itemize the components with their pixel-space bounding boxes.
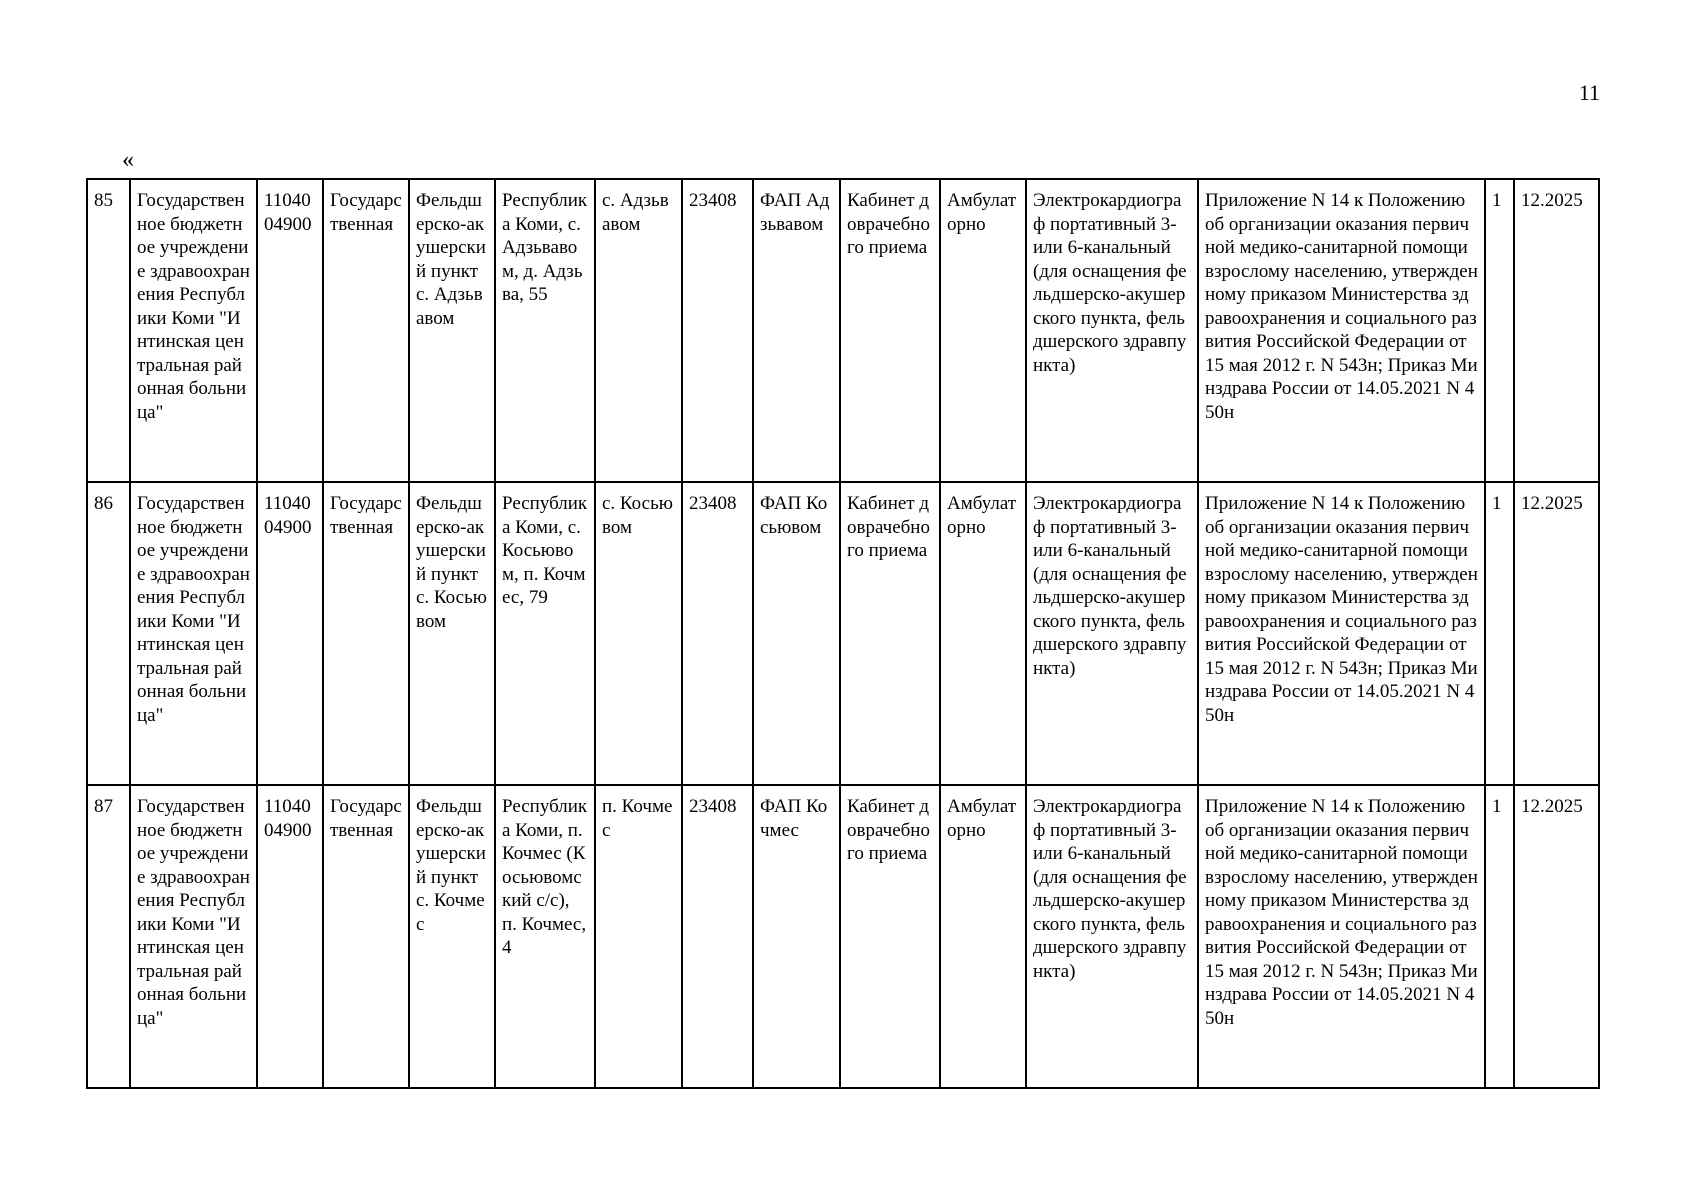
code-cell: 1104004900 [257,482,323,785]
address-cell: Республика Коми, с. Косьювом, п. Кочмес, 79 [495,482,595,785]
opening-quote-mark: « [122,147,134,173]
cabinet-cell: Кабинет доврачебного приема [840,482,940,785]
ownership-cell: Государственная [323,785,409,1088]
address-cell: Республика Коми, с. Адзьвавом, д. Адзьва, 55 [495,179,595,482]
quantity-cell: 1 [1485,785,1514,1088]
ownership-cell: Государственная [323,482,409,785]
facility-cell: Фельдшерско-акушерский пункт с. Адзьвавом [409,179,495,482]
date-cell: 12.2025 [1514,785,1599,1088]
care-type-cell: Амбулаторно [940,179,1026,482]
basis-cell: Приложение N 14 к Положению об организации оказания первичной медико-санитарной помощи взрослому населению, утвержденному приказом Министерства здравоохранения и социального развития Российской Федерации от 15 мая 2012 г. N 543н; Приказ Минздрава России от 14.05.2021 N 450н [1198,785,1485,1088]
institution-cell: Государственное бюджетное учреждение здравоохранения Республики Коми "Интинская центральная районная больница" [130,785,257,1088]
institution-cell: Государственное бюджетное учреждение здравоохранения Республики Коми "Интинская центральная районная больница" [130,179,257,482]
page-number: 11 [1578,80,1600,105]
cabinet-cell: Кабинет доврачебного приема [840,179,940,482]
ownership-cell: Государственная [323,179,409,482]
table-row [87,482,1599,785]
table-row [87,179,1599,482]
care-type-cell: Амбулаторно [940,482,1026,785]
care-type-cell: Амбулаторно [940,785,1026,1088]
table-row [87,785,1599,1088]
row-number-cell: 87 [87,785,130,1088]
basis-cell: Приложение N 14 к Положению об организации оказания первичной медико-санитарной помощи взрослому населению, утвержденному приказом Министерства здравоохранения и социального развития Российской Федерации от 15 мая 2012 г. N 543н; Приказ Минздрава России от 14.05.2021 N 450н [1198,482,1485,785]
fap-cell: ФАП Адзьвавом [753,179,840,482]
settlement-cell: с. Адзьвавом [595,179,682,482]
row-number-cell: 85 [87,179,130,482]
code-cell: 1104004900 [257,785,323,1088]
facility-cell: Фельдшерско-акушерский пункт с. Кочмес [409,785,495,1088]
date-cell: 12.2025 [1514,179,1599,482]
fap-cell: ФАП Кочмес [753,785,840,1088]
quantity-cell: 1 [1485,179,1514,482]
equipment-table [86,178,1600,1089]
fap-cell: ФАП Косьювом [753,482,840,785]
oktmo-cell: 23408 [682,482,753,785]
oktmo-cell: 23408 [682,179,753,482]
row-number-cell: 86 [87,482,130,785]
settlement-cell: п. Кочмес [595,785,682,1088]
code-cell: 1104004900 [257,179,323,482]
oktmo-cell: 23408 [682,785,753,1088]
facility-cell: Фельдшерско-акушерский пункт с. Косьювом [409,482,495,785]
quantity-cell: 1 [1485,482,1514,785]
date-cell: 12.2025 [1514,482,1599,785]
settlement-cell: с. Косьювом [595,482,682,785]
institution-cell: Государственное бюджетное учреждение здравоохранения Республики Коми "Интинская центральная районная больница" [130,482,257,785]
address-cell: Республика Коми, п. Кочмес (Косьювомский с/с), п. Кочмес, 4 [495,785,595,1088]
equipment-cell: Электрокардиограф портативный 3- или 6-канальный (для оснащения фельдшерско-акушерского пункта, фельдшерского здравпункта) [1026,785,1198,1088]
equipment-cell: Электрокардиограф портативный 3- или 6-канальный (для оснащения фельдшерско-акушерского пункта, фельдшерского здравпункта) [1026,179,1198,482]
equipment-cell: Электрокардиограф портативный 3- или 6-канальный (для оснащения фельдшерско-акушерского пункта, фельдшерского здравпункта) [1026,482,1198,785]
basis-cell: Приложение N 14 к Положению об организации оказания первичной медико-санитарной помощи взрослому населению, утвержденному приказом Министерства здравоохранения и социального развития Российской Федерации от 15 мая 2012 г. N 543н; Приказ Минздрава России от 14.05.2021 N 450н [1198,179,1485,482]
cabinet-cell: Кабинет доврачебного приема [840,785,940,1088]
